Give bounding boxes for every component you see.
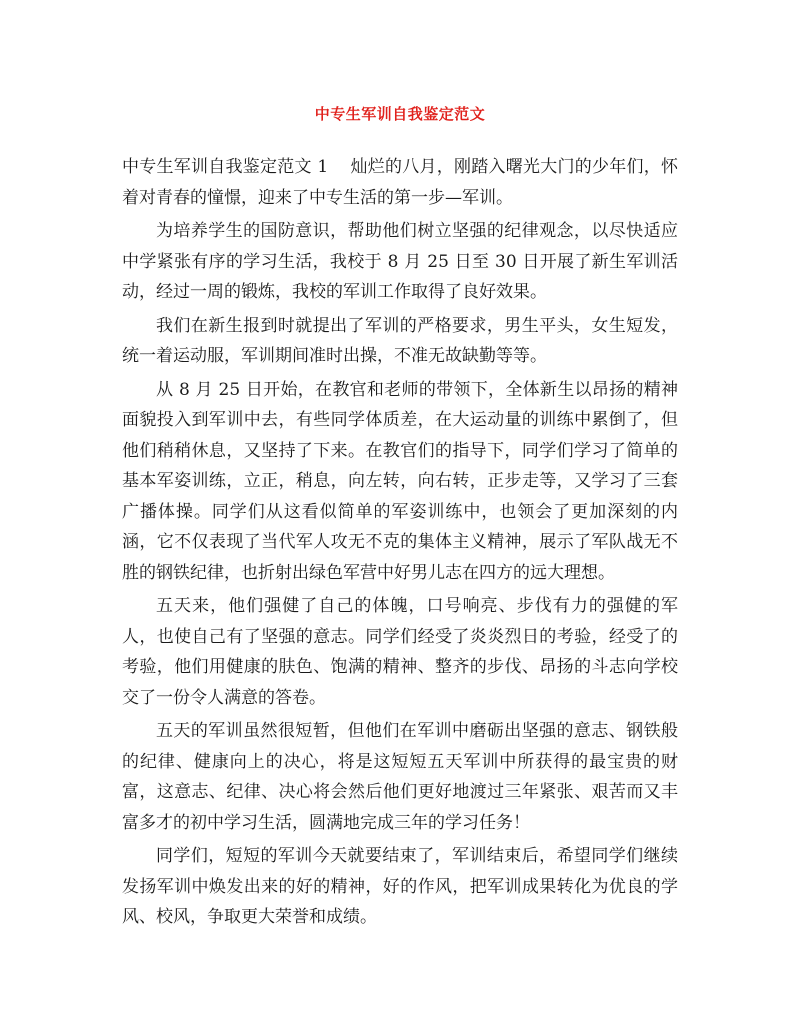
document-body — [122, 152, 678, 936]
paragraph-1 — [122, 152, 678, 213]
section-label: 中专生军训自我鉴定范文 1 — [122, 157, 329, 177]
paragraph-3: 我们在新生报到时就提出了军训的严格要求，男生平头，女生短发，统一着运动服，军训期间准时出操，不准无故缺勤等等。 — [122, 315, 678, 366]
paragraph-4: 从 8 月 25 日开始，在教官和老师的带领下，全体新生以昂扬的精神面貌投入到军训中去，有些同学体质差，在大运动量的训练中累倒了，但他们稍稍休息，又坚持了下来。在教官们的指导下，同学们学习了简单的基本军姿训练，立正，稍息，向左转，向右转，正步走等，又学习了三套广播体操。同学们从这看似简单的军姿训练中，也领会了更加深刻的内涵，它不仅表现了当代军人攻无不克的集体主义精神，展示了军队战无不胜的钢铁纪律，也折射出绿色军营中好男儿志在四方的远大理想。 — [122, 379, 678, 583]
paragraph-2: 为培养学生的国防意识，帮助他们树立坚强的纪律观念，以尽快适应中学紧张有序的学习生活，我校于 8 月 25 日至 30 日开展了新生军训活动，经过一周的锻炼，我校的军训工作取得了良好效果。 — [122, 221, 678, 302]
paragraph-5: 五天来，他们强健了自己的体魄，口号响亮、步伐有力的强健的军人，也使自己有了坚强的意志。同学们经受了炎炎烈日的考验，经受了的考验，他们用健康的肤色、饱满的精神、整齐的步伐、昂扬的斗志向学校交了一份令人满意的答卷。 — [122, 596, 678, 708]
paragraph-7: 同学们，短短的军训今天就要结束了，军训结束后，希望同学们继续发扬军训中焕发出来的好的精神，好的作风，把军训成果转化为优良的学风、校风，争取更大荣誉和成绩。 — [122, 846, 678, 927]
paragraph-6: 五天的军训虽然很短暂，但他们在军训中磨砺出坚强的意志、钢铁般的纪律、健康向上的决心，将是这短短五天军训中所获得的最宝贵的财富，这意志、纪律、决心将会然后他们更好地渡过三年紧张、艰苦而又丰富多才的初中学习生活，圆满地完成三年的学习任务！ — [122, 721, 678, 833]
paragraph-text: 灿烂的八月，刚踏入曙光大门的少年们，怀着对青春的憧憬，迎来了中专生活的第一步—军训。 — [122, 157, 678, 208]
document-title: 中专生军训自我鉴定范文 — [314, 105, 486, 123]
